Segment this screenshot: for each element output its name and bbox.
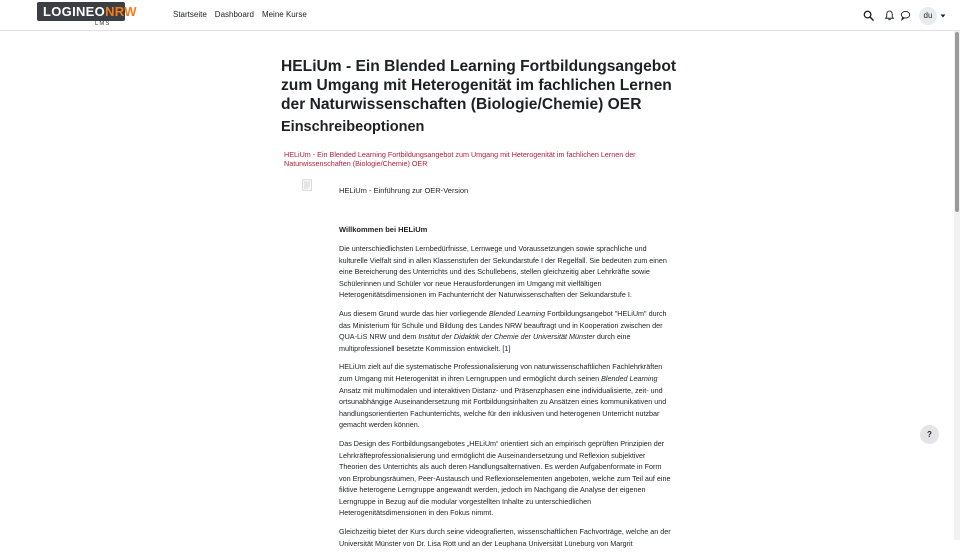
primary-navigation	[173, 9, 307, 21]
scrollbar-thumb[interactable]	[955, 32, 959, 212]
nav-dashboard[interactable]: Dashboard	[214, 10, 254, 19]
bell-icon[interactable]	[884, 10, 895, 21]
search-icon[interactable]	[863, 10, 874, 21]
page-title: HELiUm - Ein Blended Learning Fortbildungsangebot zum Umgang mit Heterogenität im fachlichen Lernen der Naturwissenschaften (Biologie/Chemie) OER	[281, 58, 677, 113]
document-icon[interactable]	[302, 179, 312, 191]
logo-text	[43, 4, 137, 19]
enrolment-options-heading: Einschreibeoptionen	[281, 119, 425, 135]
text-span: Aus diesem Grund wurde das hier vorliegende	[339, 308, 489, 318]
summary-paragraph-5: Gleichzeitig bietet der Kurs durch seine videografierten, wissenschaftlichen Fachvorträge, welche an der Universität Münster von Dr. Lisa Rott und an der Leuphana Universität Lüneburg von Margrit	[339, 527, 671, 548]
summary-paragraph-4: Das Design des Fortbildungsangebotes „HELiUm“ orientiert sich an empirisch geprüften Prinzipien der Lehrkräfteprofessionalisierung und ermöglicht die Auseinandersetzung und Reflexion subjektiver Theorien des Unterrichts als auch deren Handlungsalternativen. Es werden Aufgabenformate in Form von Erprobungsräumen, Peer-Austausch und Reflexionselementen angeboten, welche zum Teil auf eine fiktive heterogene Lerngruppe angewandt werden, jedoch im Nachgang die Analyse der eigenen Lerngruppe in Bezug auf die modular vorgestellten Inhalte zu unterschiedlichen Heterogenitätsdimensionen in den Fokus nimmt.	[339, 438, 671, 518]
site-logo[interactable]	[37, 2, 137, 28]
user-avatar[interactable]: du	[919, 7, 937, 25]
text-span: HELiUm zielt auf die systematische Professionalisierung von naturwissenschaftlichen Fachlehrkräften zum Umgang mit Heterogenität in ihren Lerngruppen und ermöglicht durch seinen	[339, 362, 663, 383]
text-span: durch eine multiprofessionell besetzte Kommission entwickelt. [1]	[339, 332, 631, 353]
text-span: Fortbildungsangebot "HELiUm" durch das Ministerium für Schule und Bildung des Landes NRW beauftragt und in Kooperation zwischen der QUA-LiS NRW und dem	[339, 308, 667, 342]
nav-startseite[interactable]: Startseite	[173, 10, 207, 19]
file-label[interactable]: HELiUm - Einführung zur OER-Version	[339, 186, 469, 195]
summary-paragraph-2	[339, 308, 674, 354]
text-emphasis: Blended Learning	[601, 373, 658, 383]
text-span: Ansatz mit multimodalen und interaktiven Distanz- und Präsenzphasen eine individualisierte, zeit- und ortsunabhängige Auseinandersetzung mit Fortbildungsinhalten zu Ansätzen eines kommunikativen und handlungsorientierten Fachunterrichts, welche für den inklusiven und heterogenen Unterricht nutzbar gemacht werden können.	[339, 385, 667, 430]
course-link[interactable]: HELiUm - Ein Blended Learning Fortbildungsangebot zum Umgang mit Heterogenität im fachlichen Lernen der Naturwissenschaften (Biologie/Chemie) OER	[284, 150, 636, 168]
text-emphasis: Blended Learning	[488, 308, 546, 318]
logo-sub: LMS	[95, 21, 111, 27]
messages-icon[interactable]	[900, 10, 911, 21]
top-navbar	[0, 0, 960, 31]
summary-paragraph-3	[339, 361, 674, 431]
nav-meine-kurse[interactable]: Meine Kurse	[261, 10, 307, 19]
help-button[interactable]: ?	[920, 425, 939, 444]
text-emphasis: Institut der Didaktik der Chemie der Universität Münster	[418, 332, 595, 342]
summary-heading: Willkommen bei HELiUm	[339, 225, 428, 234]
summary-paragraph-1: Die unterschiedlichsten Lernbedürfnisse, Lernwege und Voraussetzungen sowie sprachliche und kulturelle Vielfalt sind in allen Klassenstufen der Sekundarstufe I der Regelfall. Sie bedeuten zum einen eine Bereicherung des Unterrichts und des Schullebens, stellen gleichzeitig aber Lehrkräfte sowie Schülerinnen und Schüler vor neue Herausforderungen im Umgang mit vielfältigen Heterogenitätsdimensionen im Fachunterricht der Naturwissenschaften der Sekundarstufe I.	[339, 244, 667, 300]
logo-part1: LOGINEO	[43, 4, 106, 19]
logo-box	[37, 2, 137, 21]
chevron-down-icon[interactable]	[940, 13, 946, 19]
logo-part2: NRW	[105, 4, 137, 19]
course-summary	[339, 224, 674, 556]
